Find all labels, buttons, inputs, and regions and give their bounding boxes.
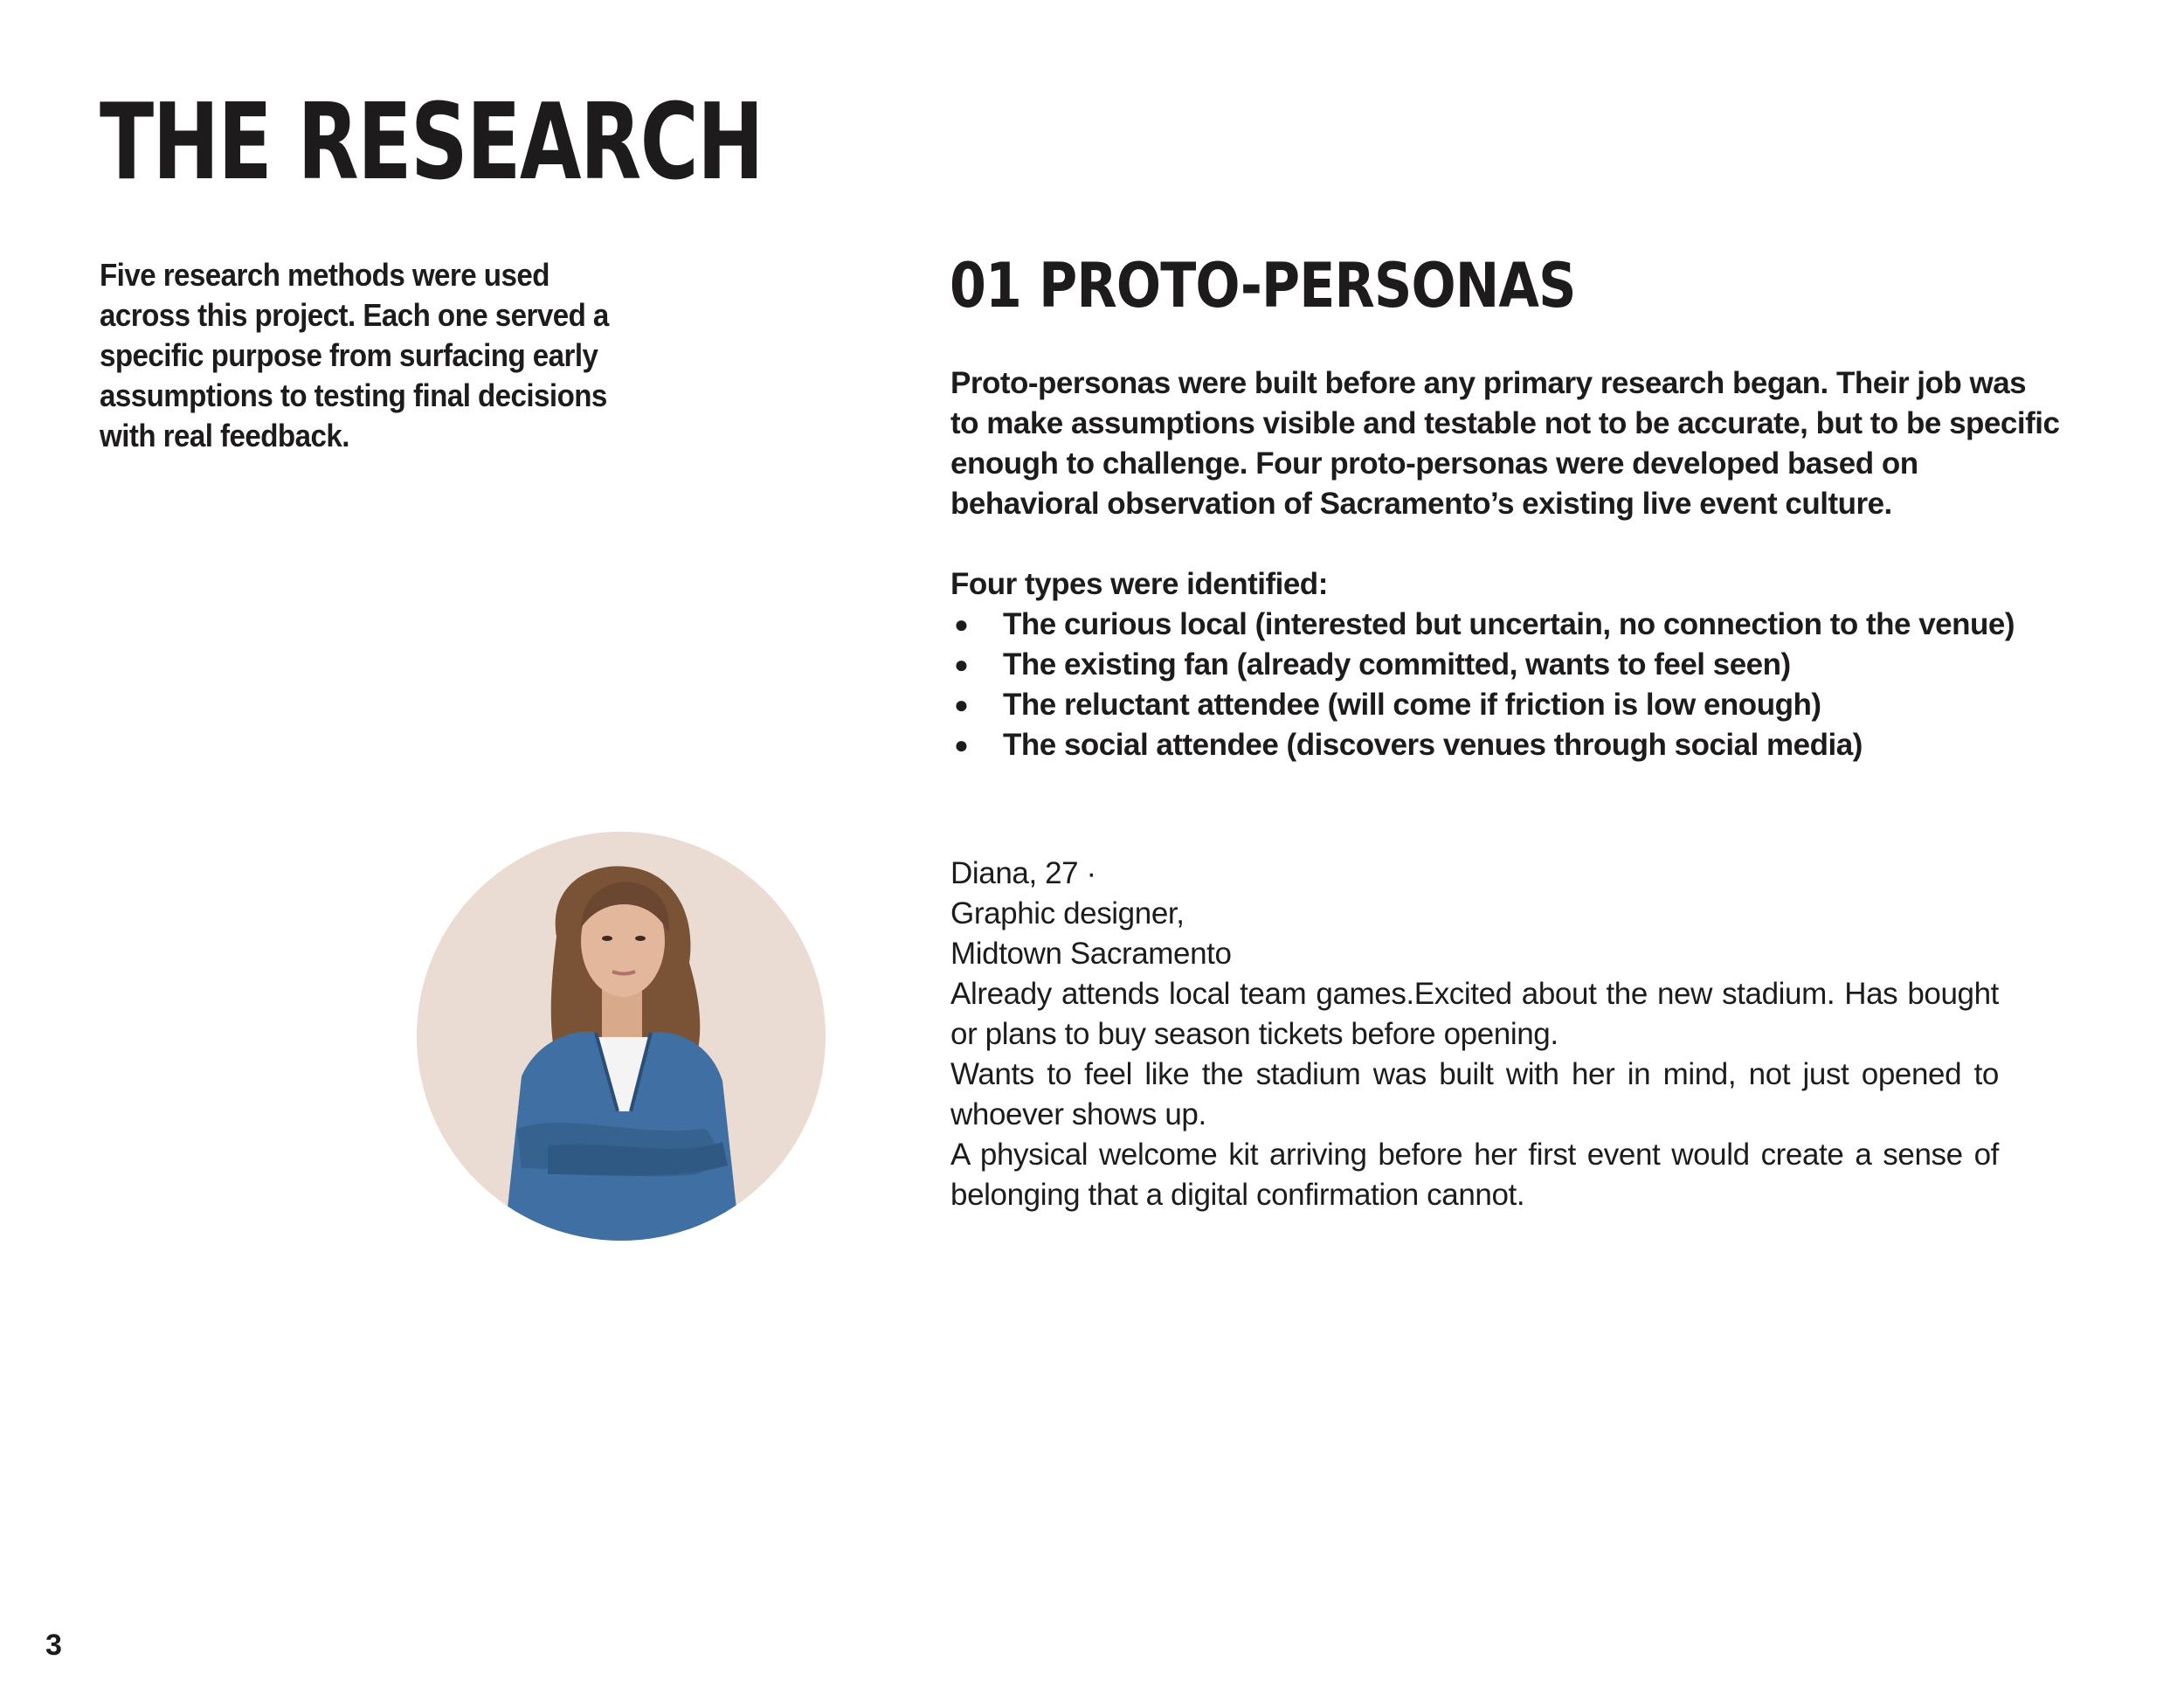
types-heading: Four types were identified:: [950, 567, 1328, 601]
section-paragraph: Proto-personas were built before any primary research began. Their job was to make assumptions visible and testable not to be accurate, but to be specific enough to challenge. Four proto-personas were developed based on behavioral observation of Sacramento’s existing live event culture.: [950, 366, 2060, 521]
list-item: [950, 725, 2015, 765]
list-item: [950, 685, 2015, 725]
persona-paragraph: Already attends local team games.Excited about the new stadium. Has bought or plans to buy season tickets before opening.: [950, 977, 1999, 1051]
persona-portrait-icon: [417, 832, 826, 1241]
bullet-icon: ●: [954, 611, 969, 638]
persona-location: Midtown Sacramento: [950, 937, 1232, 971]
bullet-icon: ●: [954, 651, 969, 678]
bullet-icon: ●: [954, 691, 969, 718]
list-item-text: The social attendee (discovers venues through social media): [1003, 728, 1863, 762]
list-item: [950, 605, 2015, 645]
list-item-text: The existing fan (already committed, wants to feel seen): [1003, 647, 1791, 681]
persona-description: [950, 854, 1999, 1215]
persona-name: Diana, 27 ·: [950, 856, 1096, 890]
persona-paragraph: A physical welcome kit arriving before her first event would create a sense of belonging that a digital confirmation cannot.: [950, 1138, 1999, 1212]
page-title: THE RESEARCH: [100, 82, 763, 204]
section-title: 01 PROTO-PERSONAS: [950, 250, 1576, 322]
list-item: [950, 645, 2015, 685]
persona-paragraph: Wants to feel like the stadium was built with her in mind, not just opened to whoever shows up.: [950, 1057, 1999, 1131]
persona-occupation: Graphic designer,: [950, 896, 1185, 930]
persona-types-list: [950, 605, 2015, 765]
list-item-text: The curious local (interested but uncertain, no connection to the venue): [1003, 607, 2015, 641]
intro-paragraph: Five research methods were used across this project. Each one served a specific purpose from surfacing early assumptions to testing final decisions with real feedback.: [100, 257, 609, 453]
persona-photo: [417, 832, 826, 1241]
page-number: 3: [45, 1629, 62, 1662]
bullet-icon: ●: [954, 731, 969, 758]
list-item-text: The reluctant attendee (will come if friction is low enough): [1003, 688, 1821, 722]
